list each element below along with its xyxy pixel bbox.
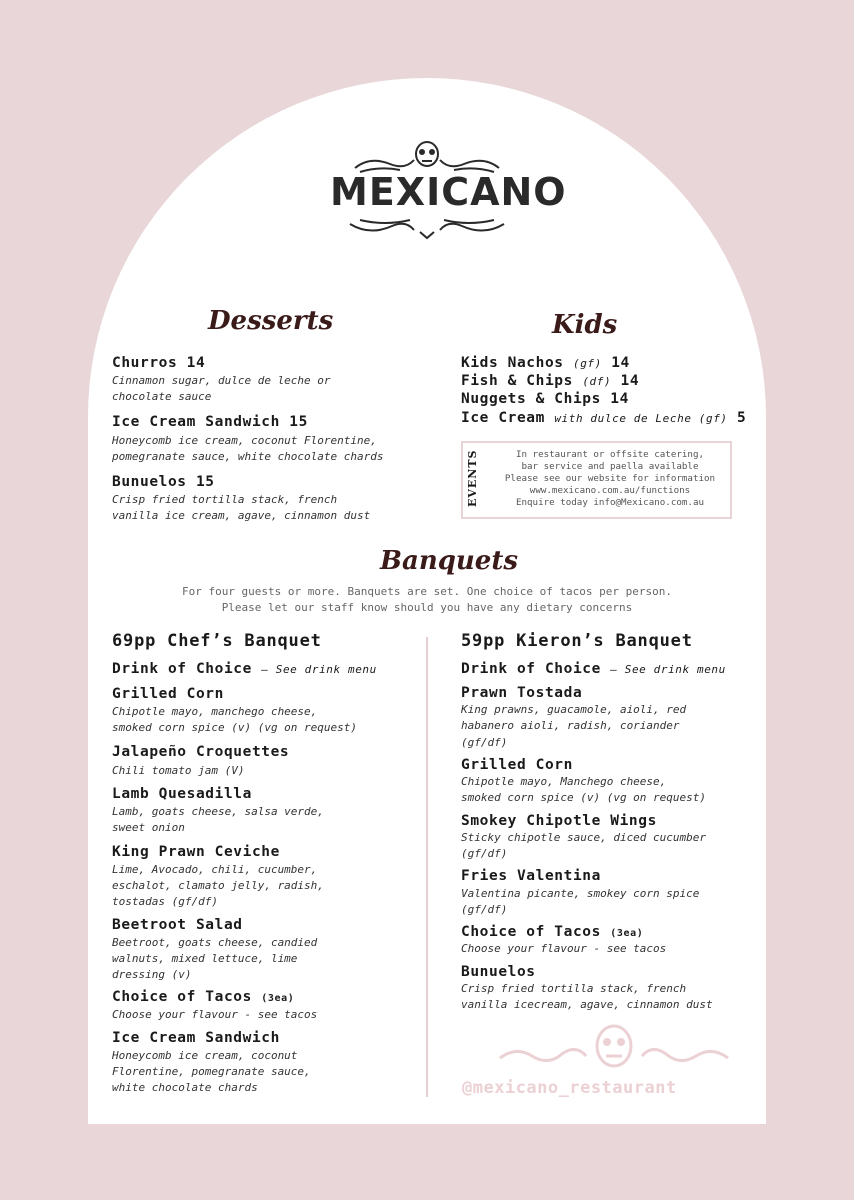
banquet-item: Grilled Corn xyxy=(112,686,224,702)
dessert-name: Churros 14 xyxy=(112,355,206,371)
dessert-name: Ice Cream Sandwich 15 xyxy=(112,414,308,430)
banquet-desc: (gf/df) xyxy=(461,847,508,860)
banquet-desc: Choose your flavour - see tacos xyxy=(112,1008,318,1021)
kids-item: Kids Nachos (gf) 14 xyxy=(461,355,630,371)
kids-item: Ice Cream with dulce de Leche (gf) 5 xyxy=(461,410,747,426)
banquet-desc: smoked corn spice (v) (vg on request) xyxy=(461,791,707,804)
banquet-desc: sweet onion xyxy=(112,821,185,834)
banquet-desc: Sticky chipotle sauce, diced cucumber xyxy=(461,831,707,844)
banquet-desc: habanero aioli, radish, coriander xyxy=(461,719,680,732)
banquet-desc: walnuts, mixed lettuce, lime xyxy=(112,952,298,965)
banquet-item: Choice of Tacos (3ea) xyxy=(112,989,295,1005)
chef-banquet-title: 69pp Chef’s Banquet xyxy=(112,631,322,651)
banquets-intro: For four guests or more. Banquets are set. One choice of tacos per person. xyxy=(181,585,673,598)
dessert-desc: Cinnamon sugar, dulce de leche or xyxy=(112,374,331,387)
mexicano-logo xyxy=(330,140,567,245)
banquet-desc: dressing (v) xyxy=(112,968,192,981)
banquet-desc: (gf/df) xyxy=(461,903,508,916)
dessert-desc: chocolate sauce xyxy=(112,390,212,403)
kids-item: Nuggets & Chips 14 xyxy=(461,391,629,407)
banquet-desc: Chili tomato jam (V) xyxy=(112,764,245,777)
dessert-desc: Honeycomb ice cream, coconut Florentine, xyxy=(112,434,377,447)
banquet-desc: smoked corn spice (v) (vg on request) xyxy=(112,721,358,734)
banquet-item: Bunuelos xyxy=(461,964,536,980)
banquet-desc: King prawns, guacamole, aioli, red xyxy=(461,703,687,716)
banquet-desc: white chocolate chards xyxy=(112,1081,258,1094)
events-email[interactable]: Enquire today info@Mexicano.com.au xyxy=(515,497,705,508)
banquet-item: Fries Valentina xyxy=(461,868,601,884)
events-label: EVENTS xyxy=(466,449,479,507)
banquet-item: Drink of Choice – See drink menu xyxy=(461,661,726,677)
banquet-item: Grilled Corn xyxy=(461,757,573,773)
sugar-skull-icon xyxy=(496,1022,732,1074)
banquet-item: Drink of Choice – See drink menu xyxy=(112,661,377,677)
banquet-item: Choice of Tacos (3ea) xyxy=(461,924,644,940)
banquet-item: Prawn Tostada xyxy=(461,685,583,701)
banquet-desc: (gf/df) xyxy=(461,736,508,749)
banquet-desc: Chipotle mayo, Manchego cheese, xyxy=(461,775,667,788)
banquets-intro: Please let our staff know should you have any dietary concerns xyxy=(221,601,633,614)
banquets-heading: Banquets xyxy=(380,546,518,576)
banquet-item: Ice Cream Sandwich xyxy=(112,1030,280,1046)
banquet-desc: Chipotle mayo, manchego cheese, xyxy=(112,705,318,718)
banquet-desc: Lime, Avocado, chili, cucumber, xyxy=(112,863,318,876)
banquet-desc: vanilla icecream, agave, cinnamon dust xyxy=(461,998,713,1011)
column-divider xyxy=(426,637,428,1097)
banquet-item: Jalapeño Croquettes xyxy=(112,744,290,760)
banquet-desc: Beetroot, goats cheese, candied xyxy=(112,936,318,949)
banquet-desc: Lamb, goats cheese, salsa verde, xyxy=(112,805,324,818)
banquet-desc: Crisp fried tortilla stack, french xyxy=(461,982,687,995)
banquet-desc: eschalot, clamato jelly, radish, xyxy=(112,879,324,892)
kids-item: Fish & Chips (df) 14 xyxy=(461,373,640,389)
kids-heading: Kids xyxy=(552,310,618,340)
events-box xyxy=(461,441,732,519)
sugar-skull-icon xyxy=(416,142,438,166)
dessert-desc: Crisp fried tortilla stack, french xyxy=(112,493,338,506)
events-text: In restaurant or offsite catering, bar service and paella available Please see our website for information www.mexicano.com.au/functions Enquire today info@Mexicano.com.au xyxy=(489,449,731,509)
events-link[interactable]: www.mexicano.com.au/functions xyxy=(529,485,691,496)
banquet-desc: Florentine, pomegranate sauce, xyxy=(112,1065,311,1078)
kieron-banquet-title: 59pp Kieron’s Banquet xyxy=(461,631,693,651)
banquet-item: Beetroot Salad xyxy=(112,917,243,933)
banquet-item: Smokey Chipotle Wings xyxy=(461,813,657,829)
dessert-desc: vanilla ice cream, agave, cinnamon dust xyxy=(112,509,371,522)
banquet-item: King Prawn Ceviche xyxy=(112,844,280,860)
dessert-name: Bunuelos 15 xyxy=(112,474,215,490)
dessert-desc: pomegranate sauce, white chocolate chards xyxy=(112,450,384,463)
desserts-heading: Desserts xyxy=(208,306,334,336)
banquet-desc: tostadas (gf/df) xyxy=(112,895,218,908)
banquet-desc: Choose your flavour - see tacos xyxy=(461,942,667,955)
banquet-item: Lamb Quesadilla xyxy=(112,786,252,802)
brand-name: MEXICANO xyxy=(330,170,567,214)
banquet-desc: Honeycomb ice cream, coconut xyxy=(112,1049,298,1062)
instagram-handle[interactable]: @mexicano_restaurant xyxy=(462,1078,677,1098)
banquet-desc: Valentina picante, smokey corn spice xyxy=(461,887,700,900)
